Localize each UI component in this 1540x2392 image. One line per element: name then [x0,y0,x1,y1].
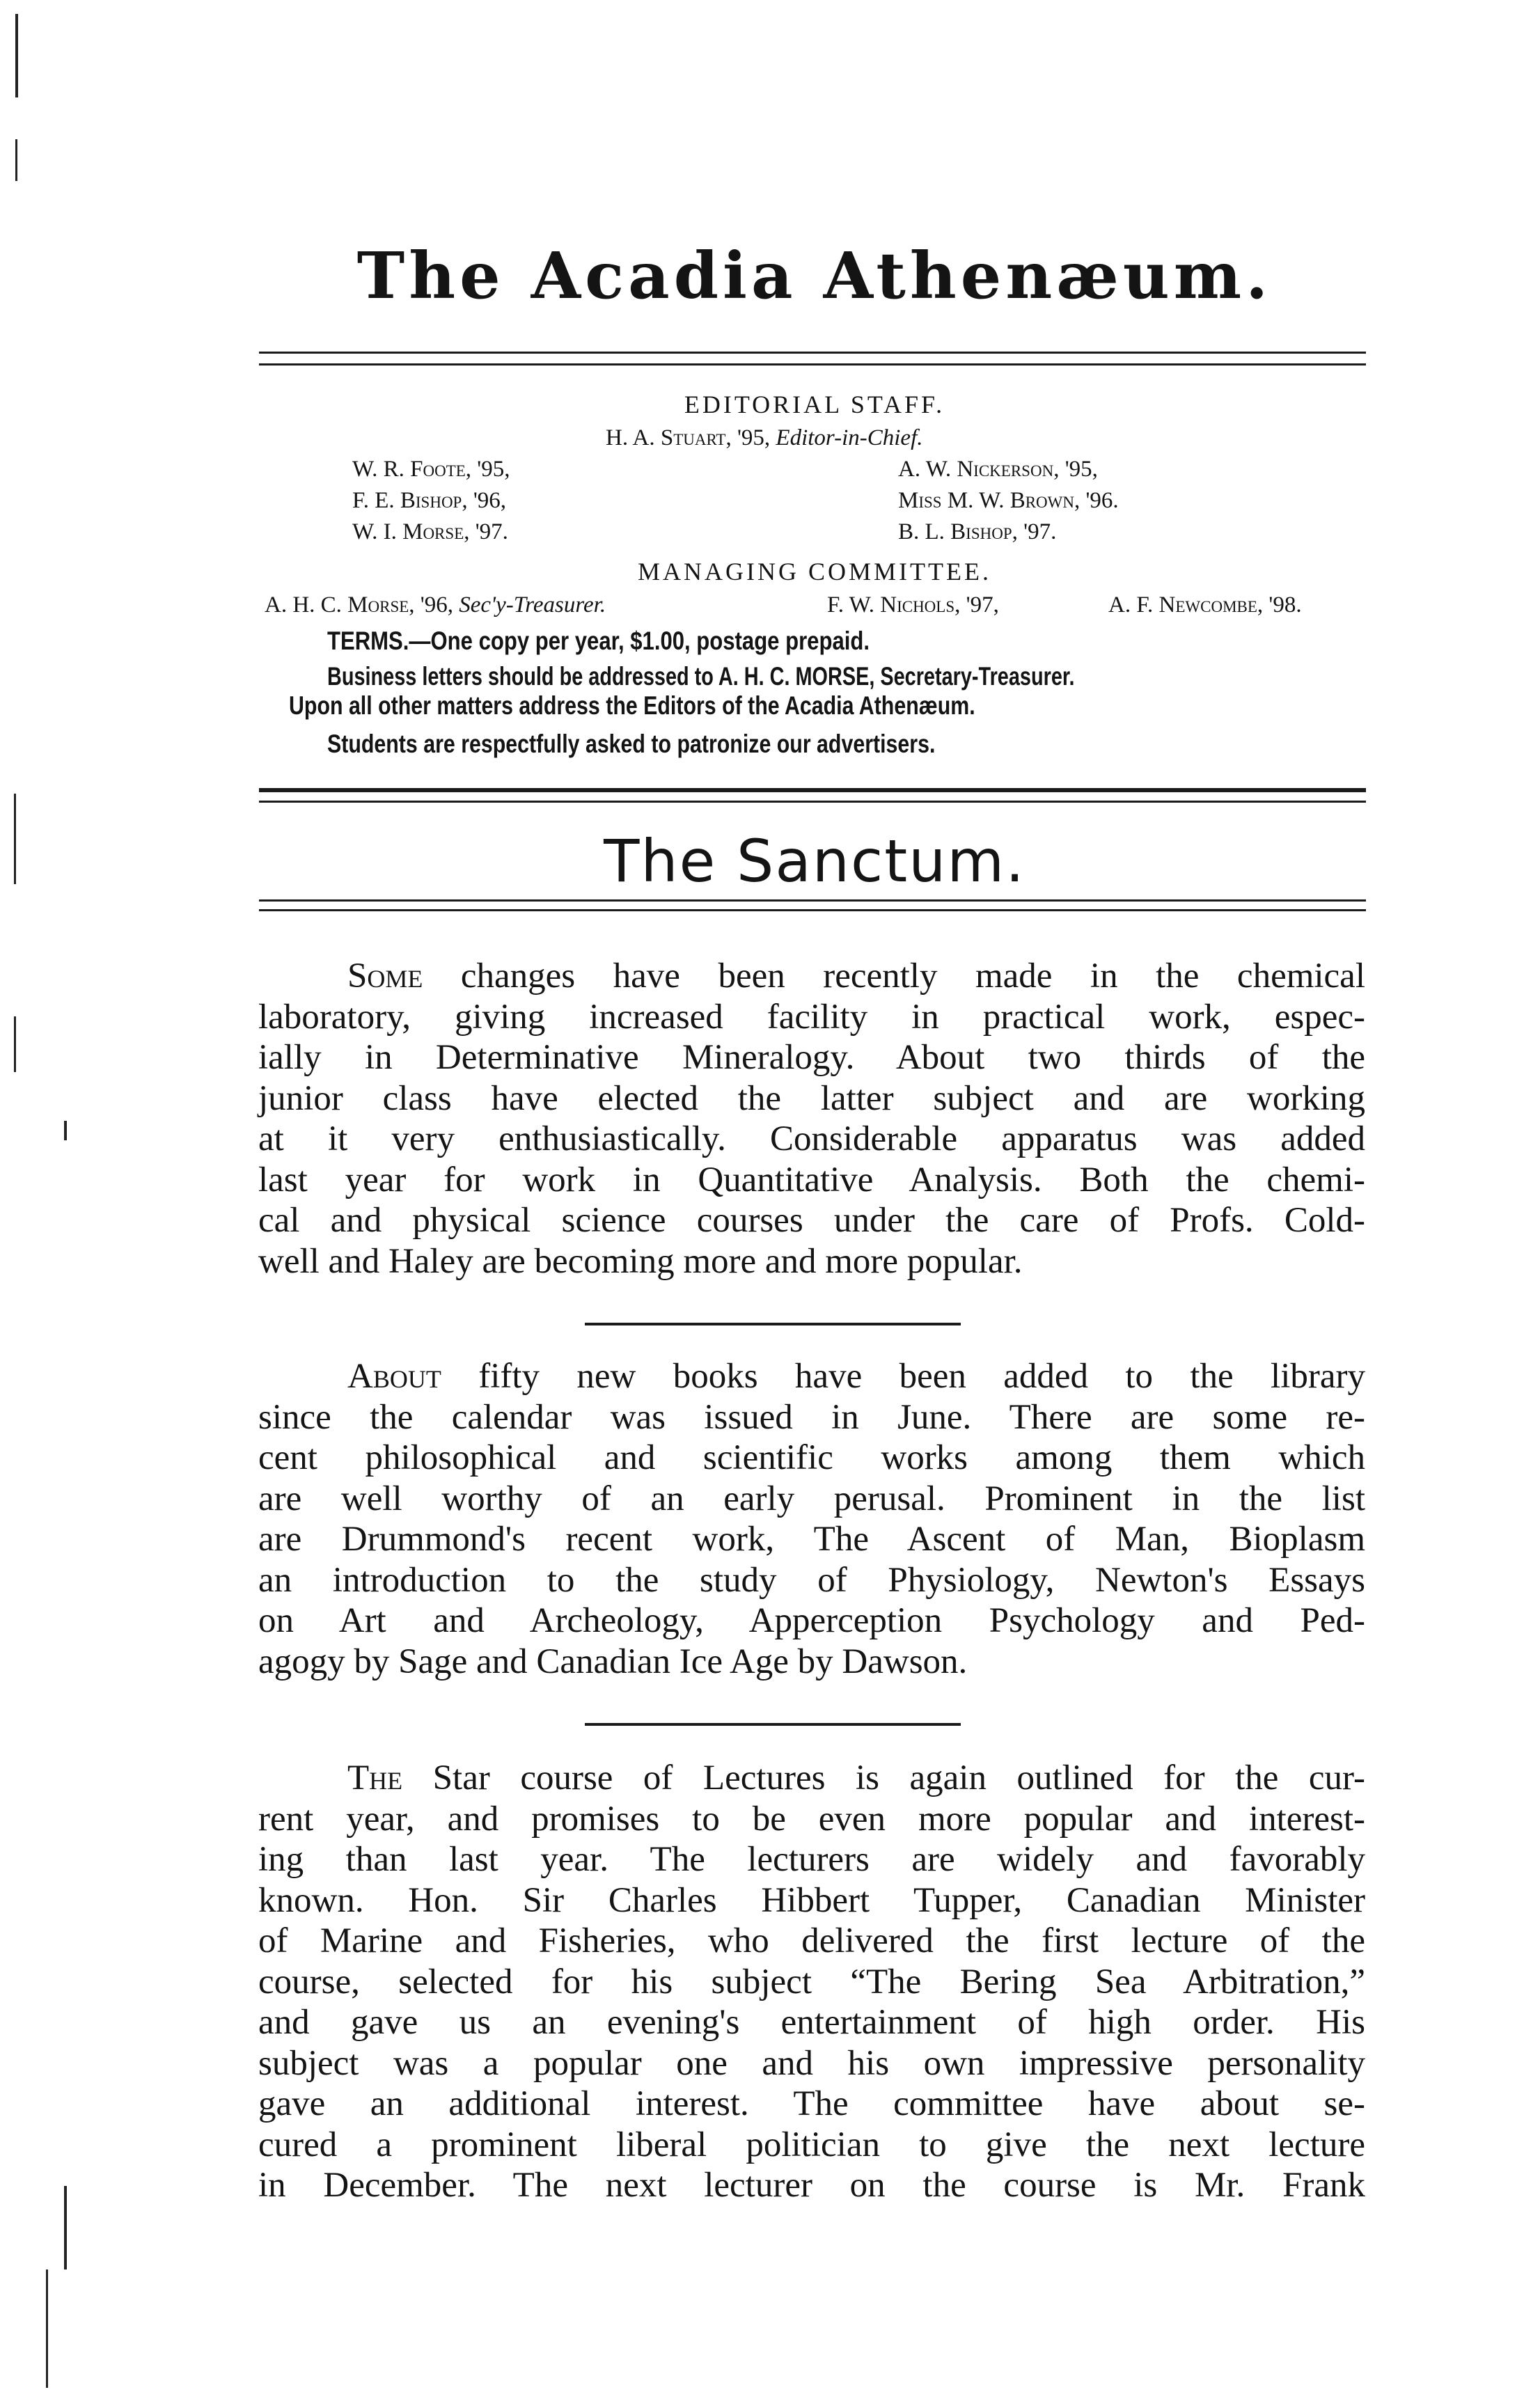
scan-speck [64,1121,67,1140]
editor-left-1: W. R. Foote, '95, [352,457,510,482]
scan-speck [15,14,18,97]
editor-in-chief-name: H. A. Stuart, '95, [606,425,771,450]
editor-in-chief [606,427,923,450]
paragraph-line: cured a prominent liberal politician to give the next lecture [258,2125,1365,2164]
paragraph-line: course, selected for his subject “The Bering Sea Arbitration,” [258,1962,1365,2001]
scan-speck [14,794,16,884]
paragraph-line: are Drummond's recent work, The Ascent of Man, Bioplasm [258,1520,1365,1559]
paragraph-line [258,1356,1365,1397]
paragraph-line-text: fifty new books have been added to the library [441,1357,1365,1396]
paragraph-line: junior class have elected the latter subject and are working [258,1078,1365,1118]
paragraph-lead: Some [347,957,423,996]
paragraph-line: and gave us an evening's entertainment of high order. His [258,2003,1365,2042]
editor-right-1: A. W. Nickerson, '95, [898,457,1098,482]
scan-speck [14,1016,16,1072]
managing-member-2: F. W. Nichols, '97, [827,592,999,617]
editor-left-2: F. E. Bishop, '96, [352,488,507,513]
article-paragraph [258,1758,1365,2206]
section-rule-bottom-2 [259,909,1366,911]
masthead-rule-top [259,352,1366,354]
paragraph-line: are well worthy of an early perusal. Prominent in the list [258,1479,1365,1518]
paragraph-line: agogy by Sage and Canadian Ice Age by Dawson. [258,1642,968,1681]
paragraph-line: last year for work in Quantitative Analysis. Both the chemi- [258,1160,1365,1199]
section-rule-top [259,788,1366,792]
editor-right-2: Miss M. W. Brown, '96. [898,488,1119,513]
editor-left-3: W. I. Morse, '97. [352,519,508,544]
paragraph-line: since the calendar was issued in June. There are some re- [258,1397,1365,1437]
masthead-rule-bottom [259,363,1366,365]
article-paragraph [258,956,1365,1282]
managing-member-role: Sec'y-Treasurer. [459,592,606,617]
paragraph-line: cal and physical science courses under the care of Profs. Cold- [258,1201,1365,1240]
paragraph-line: at it very enthusiastically. Considerable apparatus was added [258,1119,1365,1158]
paragraph-line: rent year, and promises to be even more popular and interest- [258,1799,1365,1839]
paragraph-line-text: Star course of Lectures is again outlined for the cur- [402,1758,1365,1797]
other-matters-line: Upon all other matters address the Editors of the Acadia Athenæum. [289,691,975,720]
masthead-title: The Acadia Athenæum. [356,238,1273,313]
scan-speck [15,139,17,181]
section-rule-top-2 [259,801,1366,803]
scan-speck [46,2269,48,2388]
editor-right-3: B. L. Bishop, '97. [898,519,1057,544]
paragraph-line: ially in Determinative Mineralogy. About two thirds of the [258,1038,1365,1077]
paragraph-line: well and Haley are becoming more and more popular. [258,1241,1023,1281]
business-letters-line: Business letters should be addressed to A. H. C. MORSE, Secretary-Treasurer. [327,662,1075,691]
editorial-heading: EDITORIAL STAFF. [684,391,945,418]
editor-in-chief-role: Editor-in-Chief. [776,425,923,450]
paragraph-separator [585,1323,961,1325]
paragraph-line [258,956,1365,997]
paragraph-lead: The [347,1758,403,1797]
paragraph-line: cent philosophical and scientific works among them which [258,1438,1365,1477]
advertisers-line: Students are respectfully asked to patronize our advertisers. [327,730,936,758]
managing-member-3: A. F. Newcombe, '98. [1108,592,1302,617]
paragraph-line: on Art and Archeology, Apperception Psychology and Ped- [258,1601,1365,1640]
managing-member-name: A. H. C. Morse, '96, [265,592,454,617]
paragraph-line: of Marine and Fisheries, who delivered the first lecture of the [258,1921,1365,1960]
paragraph-line: in December. The next lecturer on the course is Mr. Frank [258,2166,1365,2205]
paragraph-line: laboratory, giving increased facility in practical work, espec- [258,997,1365,1037]
managing-heading: MANAGING COMMITTEE. [638,558,991,585]
paragraph-line: gave an additional interest. The committee have about se- [258,2084,1365,2123]
paragraph-line [258,1758,1365,1799]
article-paragraph [258,1356,1365,1682]
paragraph-separator [585,1723,961,1726]
scan-speck [64,2186,67,2269]
paragraph-line: known. Hon. Sir Charles Hibbert Tupper, Canadian Minister [258,1880,1365,1920]
section-rule-bottom [259,899,1366,902]
paragraph-lead: About [347,1357,441,1396]
paragraph-line: an introduction to the study of Physiology, Newton's Essays [258,1560,1365,1600]
managing-member-1 [265,594,606,617]
paragraph-line-text: changes have been recently made in the chemical [423,957,1365,996]
terms-line: TERMS.—One copy per year, $1.00, postage prepaid. [327,627,870,655]
section-title: The Sanctum. [604,827,1026,895]
paragraph-line: subject was a popular one and his own impressive personality [258,2043,1365,2083]
paragraph-line: ing than last year. The lecturers are widely and favorably [258,1840,1365,1879]
